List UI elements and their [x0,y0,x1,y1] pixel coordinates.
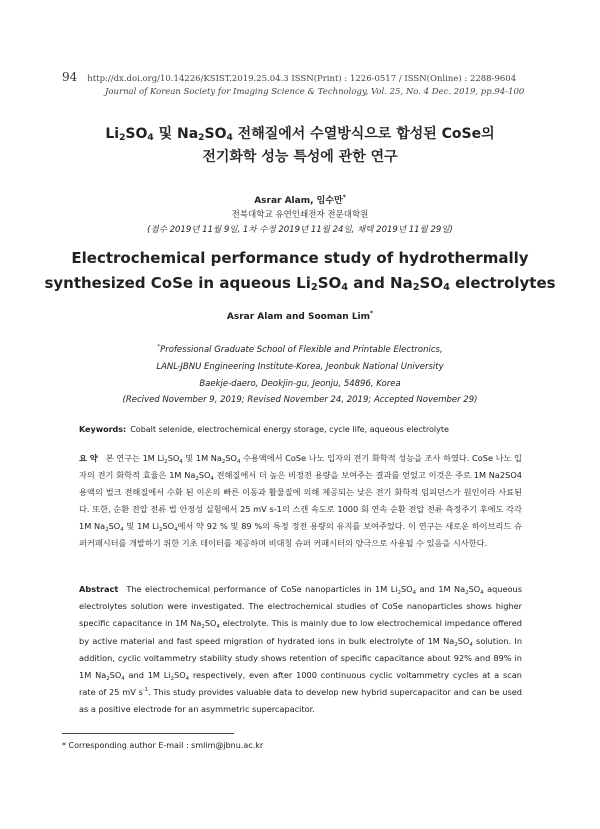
footnote-divider [62,733,234,734]
footnote-corresponding-author: * Corresponding author E-mail : smlim@jbnu.ac.kr [62,741,264,750]
korean-title-line1: $Li_2SO_4$ 및 $Na_2SO_4$ 전해질에서 수열방식으로 합성된 CoSe의 [105,126,495,143]
english-affiliation-line1: *Professional Graduate School of Flexible and Printable Electronics, [157,344,443,355]
running-header [62,70,542,97]
journal-reference: Journal of Korean Society for Imaging Science & Technology, Vol. 25, No. 4 Dec. 2019, pp.94-100 [105,87,525,97]
korean-abstract-label: 요 약 [79,453,98,463]
doi-issn: http://dx.doi.org/10.14226/KSIST.2019.25.04.3 ISSN(Print) : 1226-0517 / ISSN(Online) : 2288-9604 [87,74,517,84]
korean-authors: Asrar Alam, 임수만* [254,195,346,206]
english-title-line2: synthesized CoSe in aqueous $Li_2SO_4$ and $Na_2SO_4$ electrolytes [44,274,556,293]
header-citation-line [62,70,542,84]
english-affiliation-line2: LANL-JBNU Engineering Institute-Korea, Jeonbuk National University [156,362,444,372]
korean-affiliation: 전북대학교 유연인쇄전자 전문대학원 [231,210,369,220]
english-affiliation-line3: Baekje-daero, Deokjin-gu, Jeonju, 54896, Korea [199,379,401,389]
korean-title-line2: 전기화학 성능 특성에 관한 연구 [202,149,398,165]
korean-abstract: 요 약 본 연구는 1M $Li_2SO_4$ 및 1M $Na_2SO_4$ 수용액에서 CoSe 나노 입자의 전기 화학적 성능을 조사 하였다. CoSe 나노 입자의 전기 화학적 효율은 1M $Na_2SO_4$ 전해질에서 더 높은 비정전 용량을 보여주는 결과를 얻었고 이것은 주로 1M Na2SO4 용액의 벌크 전해질에서 수화 된 이온의 빠른 이동과 활물질에 의해 제공되는 낮은 전기 화학적 임피던스가 원인이라 사료된다. 또한, 순환 전압 전류 법 안정성 실험에서 25 mV s-1의 스캔 속도로 1000 회 연속 순환 전압 전류 측정주기 후에도 각각 1M $Na_2SO_4$ 및 1M $Li_2SO_4$에서 약 92 % 및 89 %의 특정 정전 용량의 유지를 보여주었다. 이 연구는 새로운 하이브리드 슈퍼커패시터를 개발하기 위한 기초 데이터를 제공하며 비대칭 슈퍼 커패시터의 양극으로 사용될 수 있음을 시사한다. [79,453,522,548]
abstract-label: Abstract [79,584,119,594]
keywords-text: Cobalt selenide, electrochemical energy storage, cycle life, aqueous electrolyte [130,425,449,434]
korean-dates: (접수 2019년 11월 9일, 1차 수정 2019년 11월 24일, 채택 2019년 11월 29일) [147,225,453,235]
page-number: 94 [62,70,78,84]
keywords-label: Keywords: [79,425,127,434]
english-abstract: Abstract The electrochemical performance of CoSe nanoparticles in 1M $Li_2SO_4$ and 1M $Na_2SO_4$ aqueous electrolytes solution were investigated. The electrochemical studies of CoSe nanoparticles shows higher specific capacitance in 1M $Na_2SO_4$ electrolyte. This is mainly due to low electrochemical impedance offered by active material and fast speed migration of hydrated ions in bulk electrolyte of 1M $Na_2SO_4$ solution. In addition, cyclic voltammetry stability study shows retention of specific capacitance about 92% and 89% in 1M $Na_2SO_4$ and 1M $Li_2SO_4$ respectively, even after 1000 continuous cyclic voltammetry cycles at a scan rate of 25 mV $s^{-1}$. This study provides valuable data to develop new hybrid supercapacitor and can be used as a positive electrode for an asymmetric supercapacitor. [79,584,523,715]
english-dates: (Recived November 9, 2019; Revised November 24, 2019; Accepted November 29) [122,395,478,405]
english-title-line1: Electrochemical performance study of hydrothermally [71,249,529,267]
keywords [79,425,529,434]
english-authors: Asrar Alam and Sooman Lim* [226,311,374,322]
